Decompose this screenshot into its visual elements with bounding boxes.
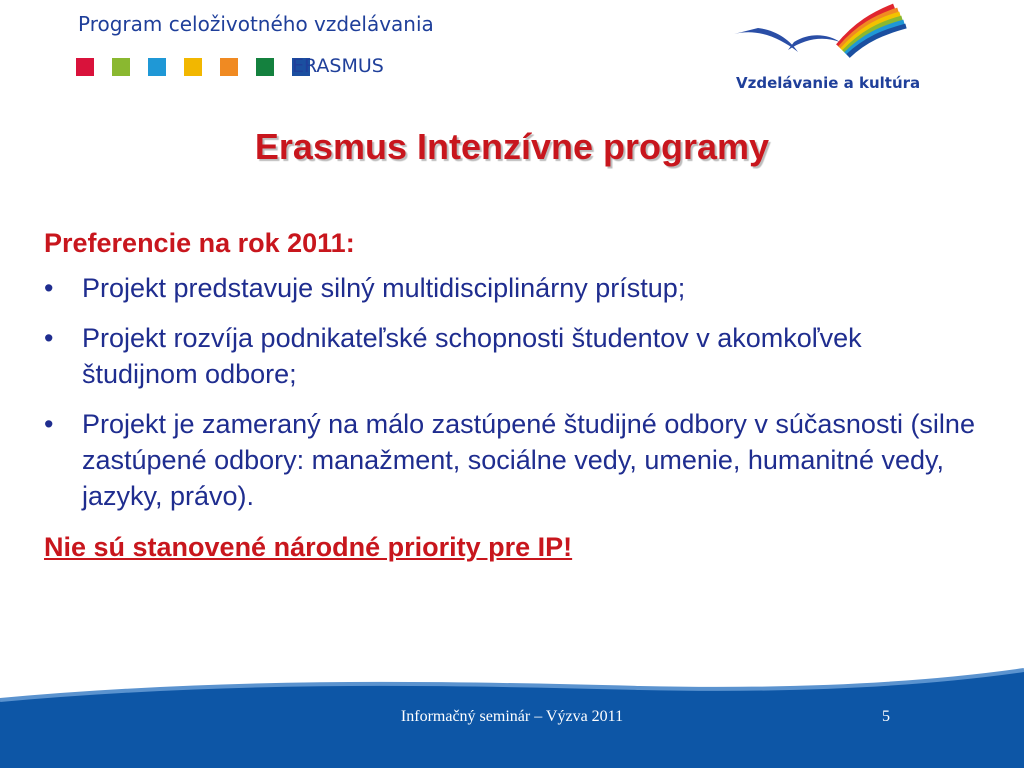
bullet-text: Projekt predstavuje silný multidisciplinárny prístup;: [82, 273, 686, 303]
bullet-text: Projekt je zameraný na málo zastúpené študijné odbory v súčasnosti (silne zastúpené odbory: manažment, sociálne vedy, umenie, humanitné vedy, jazyky, právo).: [82, 409, 975, 511]
footer-text: Informačný seminár – Výzva 2011: [400, 708, 624, 725]
page-number: 5: [882, 708, 890, 725]
bullet-item: [44, 406, 984, 514]
bullet-list: [44, 270, 984, 514]
priority-note: Nie sú stanovené národné priority pre IP!: [44, 532, 573, 562]
program-title: Program celoživotného vzdelávania: [78, 12, 434, 36]
bird-logo-icon: [728, 2, 928, 74]
slide-content: [44, 224, 984, 566]
color-square: [112, 58, 130, 76]
color-squares: [76, 58, 328, 76]
color-square: [76, 58, 94, 76]
color-square: [148, 58, 166, 76]
color-square: [220, 58, 238, 76]
bullet-text: Projekt rozvíja podnikateľské schopnosti študentov v akomkoľvek študijnom odbore;: [82, 323, 862, 389]
erasmus-label: ERASMUS: [292, 55, 384, 77]
logo-text: Vzdelávanie a kultúra: [736, 74, 921, 92]
bullet-item: [44, 320, 984, 392]
bullet-dot: •: [44, 323, 54, 353]
bullet-item: [44, 270, 984, 306]
color-square: [184, 58, 202, 76]
bullet-dot: •: [44, 409, 54, 439]
slide-title: Erasmus Intenzívne programy: [254, 126, 770, 167]
preferences-heading: Preferencie na rok 2011:: [44, 228, 355, 258]
bullet-dot: •: [44, 273, 54, 303]
education-culture-logo: [728, 2, 928, 106]
color-square: [256, 58, 274, 76]
